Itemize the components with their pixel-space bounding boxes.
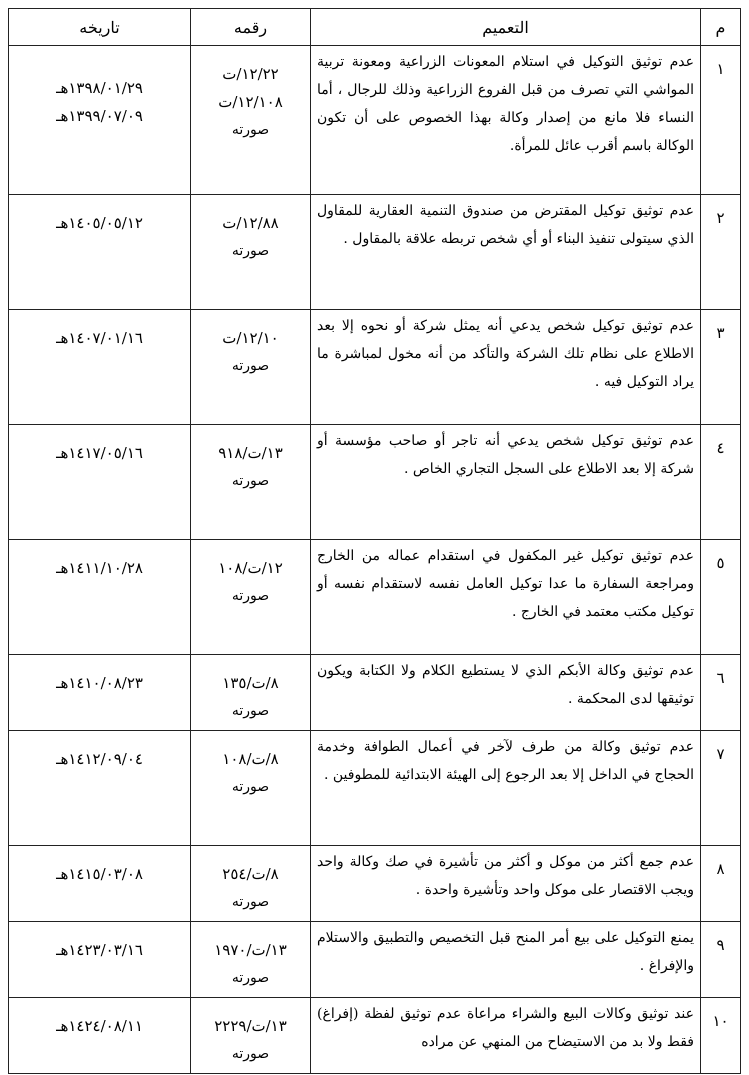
date-line: ١٤١٥/٠٣/٠٨هـ xyxy=(56,865,143,883)
reference-line: ١٣/ت/٩١٨ xyxy=(218,444,283,462)
reference-line: ١٢/ت/١٠٨ xyxy=(218,559,283,577)
circular-text: عدم توثيق توكيل غير المكفول في استقدام عماله من الخارج ومراجعة السفارة ما عدا توكيل العامل نفسه لاستقدام نفسه أو توكيل مكتب معتمد في الخارج . xyxy=(311,540,701,655)
date-line: ١٤١٢/٠٩/٠٤هـ xyxy=(56,750,143,768)
row-number: ١ xyxy=(701,46,741,195)
copy-label: صورته xyxy=(231,970,270,986)
reference-line: ١٢/١٠/ت xyxy=(222,329,279,347)
circular-text: يمنع التوكيل على بيع أمر المنح قبل التخصيص والتطبيق والاستلام والإفراغ . xyxy=(311,922,701,998)
date-cell xyxy=(9,998,191,1074)
reference-cell xyxy=(191,846,311,922)
date-line: ١٣٩٩/٠٧/٠٩هـ xyxy=(56,107,143,125)
copy-label: صورته xyxy=(231,358,270,374)
reference-line: ١٣/ت/١٩٧٠ xyxy=(214,941,287,959)
copy-label: صورته xyxy=(231,703,270,719)
circular-text: عدم توثيق توكيل المقترض من صندوق التنمية العقارية للمقاول الذي سيتولى تنفيذ البناء أو أي شخص تربطه علاقة بالمقاول . xyxy=(311,195,701,310)
table-row xyxy=(9,731,741,846)
circular-text: عند توثيق وكالات البيع والشراء مراعاة عدم توثيق لفظة (إفراغ) فقط ولا بد من الاستيضاح من المنهي عن مراده xyxy=(311,998,701,1074)
reference-line: ١٣/ت/٢٢٢٩ xyxy=(214,1017,287,1035)
reference-line: ١٢/٢٢/ت xyxy=(222,65,279,83)
date-cell xyxy=(9,46,191,195)
date-line: ١٤١٠/٠٨/٢٣هـ xyxy=(56,674,143,692)
row-number: ١٠ xyxy=(701,998,741,1074)
row-number: ٨ xyxy=(701,846,741,922)
document-page xyxy=(8,8,740,1074)
copy-label: صورته xyxy=(231,894,270,910)
date-line: ١٤٠٥/٠٥/١٢هـ xyxy=(56,214,143,232)
date-line: ١٣٩٨/٠١/٢٩هـ xyxy=(56,79,143,97)
table-row xyxy=(9,425,741,540)
row-number: ٧ xyxy=(701,731,741,846)
header-reference: رقمه xyxy=(191,9,311,46)
reference-line: ٨/ت/١٣٥ xyxy=(222,674,279,692)
circulars-table xyxy=(8,8,741,1074)
date-cell xyxy=(9,731,191,846)
date-cell xyxy=(9,425,191,540)
reference-cell xyxy=(191,540,311,655)
date-line: ١٤٠٧/٠١/١٦هـ xyxy=(56,329,143,347)
row-number: ٢ xyxy=(701,195,741,310)
row-number: ٥ xyxy=(701,540,741,655)
reference-line: ١٢/٨٨/ت xyxy=(222,214,279,232)
reference-cell xyxy=(191,310,311,425)
reference-cell xyxy=(191,655,311,731)
date-cell xyxy=(9,310,191,425)
table-row xyxy=(9,46,741,195)
row-number: ٦ xyxy=(701,655,741,731)
date-line: ١٤٢٤/٠٨/١١هـ xyxy=(56,1017,143,1035)
copy-label: صورته xyxy=(231,779,270,795)
table-row xyxy=(9,922,741,998)
date-cell xyxy=(9,922,191,998)
circular-text: عدم توثيق توكيل شخص يدعي أنه تاجر أو صاحب مؤسسة أو شركة إلا بعد الاطلاع على السجل التجاري الخاص . xyxy=(311,425,701,540)
row-number: ٤ xyxy=(701,425,741,540)
circular-text: عدم توثيق التوكيل في استلام المعونات الزراعية ومعونة تربية المواشي التي تصرف من قبل الفروع الزراعية وذلك للرجال ، أما النساء فلا مانع من إصدار وكالة بهذا الخصوص على أن تكون الوكالة باسم أقرب عائل للمرأة. xyxy=(311,46,701,195)
reference-cell xyxy=(191,731,311,846)
copy-label: صورته xyxy=(231,122,270,138)
header-number: م xyxy=(701,9,741,46)
header-date: تاريخه xyxy=(9,9,191,46)
date-cell xyxy=(9,540,191,655)
date-line: ١٤١٧/٠٥/١٦هـ xyxy=(56,444,143,462)
copy-label: صورته xyxy=(231,473,270,489)
date-cell xyxy=(9,195,191,310)
table-row xyxy=(9,540,741,655)
copy-label: صورته xyxy=(231,1046,270,1062)
reference-line: ٨/ت/٢٥٤ xyxy=(222,865,279,883)
reference-cell xyxy=(191,922,311,998)
reference-line: ١٢/١٠٨/ت xyxy=(218,93,283,111)
circular-text: عدم توثيق وكالة من طرف لآخر في أعمال الطوافة وخدمة الحجاج في الداخل إلا بعد الرجوع إلى الهيئة الابتدائية للمطوفين . xyxy=(311,731,701,846)
table-row xyxy=(9,195,741,310)
circular-text: عدم توثيق وكالة الأبكم الذي لا يستطيع الكلام ولا الكتابة ويكون توثيقها لدى المحكمة . xyxy=(311,655,701,731)
reference-line: ٨/ت/١٠٨ xyxy=(222,750,279,768)
reference-cell xyxy=(191,998,311,1074)
table-row xyxy=(9,998,741,1074)
date-line: ١٤٢٣/٠٣/١٦هـ xyxy=(56,941,143,959)
circular-text: عدم توثيق توكيل شخص يدعي أنه يمثل شركة أو نحوه إلا بعد الاطلاع على نظام تلك الشركة والتأكد من أنه مخول لمباشرة ما يراد التوكيل فيه . xyxy=(311,310,701,425)
table-header-row xyxy=(9,9,741,46)
reference-cell xyxy=(191,46,311,195)
date-line: ١٤١١/١٠/٢٨هـ xyxy=(56,559,143,577)
date-cell xyxy=(9,846,191,922)
row-number: ٣ xyxy=(701,310,741,425)
copy-label: صورته xyxy=(231,588,270,604)
reference-cell xyxy=(191,425,311,540)
table-row xyxy=(9,310,741,425)
table-row xyxy=(9,846,741,922)
reference-cell xyxy=(191,195,311,310)
circular-text: عدم جمع أكثر من موكل و أكثر من تأشيرة في صك وكالة واحد ويجب الاقتصار على موكل واحد وتأشيرة واحدة . xyxy=(311,846,701,922)
copy-label: صورته xyxy=(231,243,270,259)
header-circular: التعميم xyxy=(311,9,701,46)
date-cell xyxy=(9,655,191,731)
table-row xyxy=(9,655,741,731)
row-number: ٩ xyxy=(701,922,741,998)
